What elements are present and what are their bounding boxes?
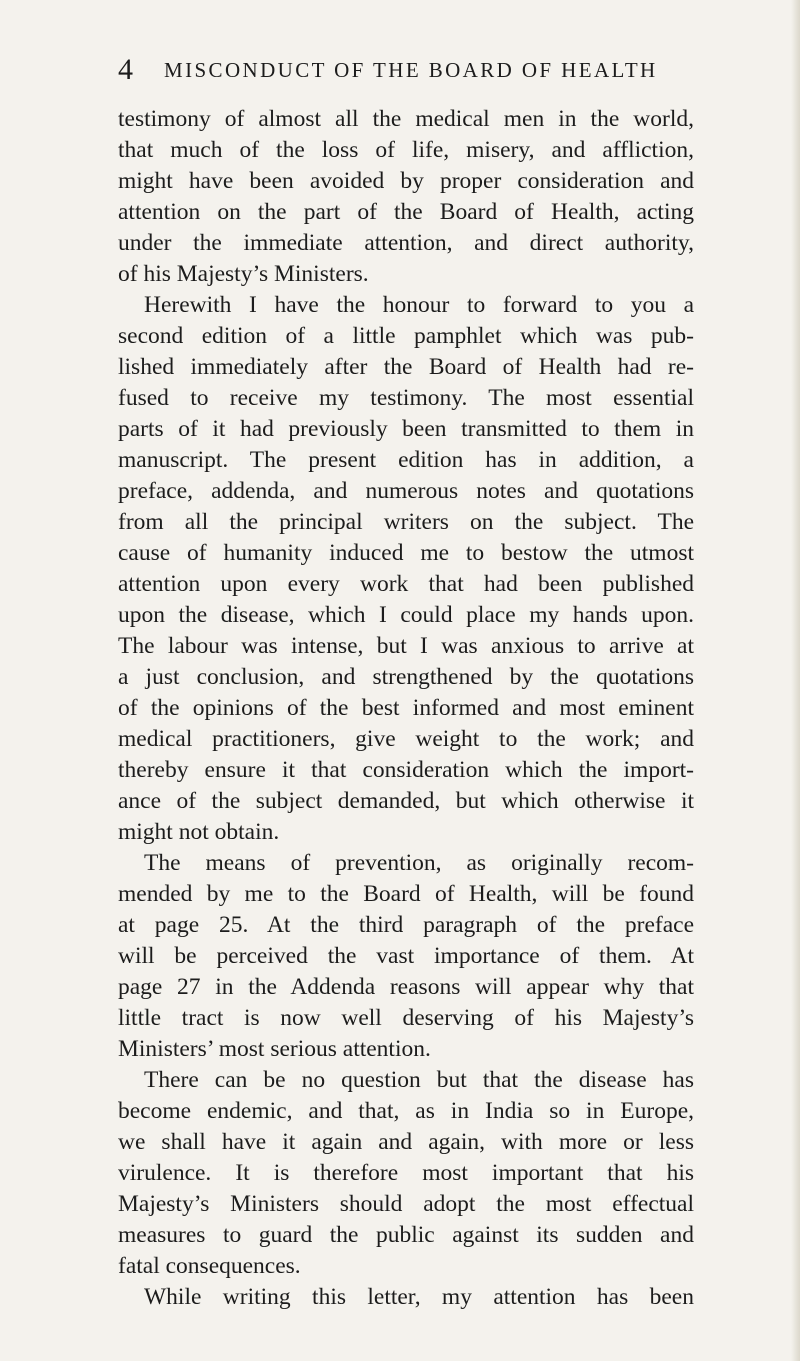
text-line: might have been avoided by proper consideration and [118, 168, 694, 194]
text-line: thereby ensure it that consideration which the import- [118, 757, 694, 783]
text-line: we shall have it again and again, with more or less [118, 1129, 694, 1155]
text-line: parts of it had previously been transmitted to them in [118, 416, 694, 442]
page-edge-shadow [791, 0, 800, 1361]
text-line: cause of humanity induced me to bestow the utmost [118, 540, 694, 566]
text-line: lished immediately after the Board of Health had re- [118, 354, 694, 380]
text-line: upon the disease, which I could place my hands upon. [118, 602, 694, 628]
text-line: under the immediate attention, and direct authority, [118, 230, 694, 256]
text-line: Majesty’s Ministers should adopt the most effectual [118, 1191, 694, 1217]
page-number: 4 [118, 53, 133, 86]
text-line: virulence. It is therefore most important that his [118, 1160, 694, 1186]
text-line: attention upon every work that had been published [118, 571, 694, 597]
text-line: from all the principal writers on the subject. The [118, 509, 694, 535]
text-line: While writing this letter, my attention has been [144, 1284, 694, 1310]
text-line: little tract is now well deserving of his Majesty’s [118, 1005, 694, 1031]
text-line: manuscript. The present edition has in addition, a [118, 447, 694, 473]
text-line: There can be no question but that the disease has [144, 1067, 694, 1093]
text-line: Ministers’ most serious attention. [118, 1036, 431, 1062]
text-line: The means of prevention, as originally recom- [144, 850, 694, 876]
text-line: might not obtain. [118, 819, 280, 845]
page-header [118, 50, 718, 90]
text-line: testimony of almost all the medical men in the world, [118, 106, 694, 132]
body-text [118, 104, 694, 1313]
running-head: MISCONDUCT OF THE BOARD OF HEALTH [164, 58, 658, 82]
text-line: of his Majesty’s Ministers. [118, 261, 369, 287]
text-line: that much of the loss of life, misery, and affliction, [118, 137, 694, 163]
text-line: Herewith I have the honour to forward to you a [144, 292, 694, 318]
text-line: mended by me to the Board of Health, will be found [118, 881, 694, 907]
text-line: of the opinions of the best informed and most eminent [118, 695, 694, 721]
text-line: become endemic, and that, as in India so in Europe, [118, 1098, 694, 1124]
text-line: at page 25. At the third paragraph of the preface [118, 912, 694, 938]
text-line: preface, addenda, and numerous notes and quotations [118, 478, 694, 504]
text-line: a just conclusion, and strengthened by the quotations [118, 664, 694, 690]
text-line: fatal consequences. [118, 1253, 301, 1279]
text-line: medical practitioners, give weight to the work; and [118, 726, 694, 752]
text-line: The labour was intense, but I was anxious to arrive at [118, 633, 694, 659]
text-line: second edition of a little pamphlet which was pub- [118, 323, 694, 349]
text-line: attention on the part of the Board of Health, acting [118, 199, 694, 225]
text-line: ance of the subject demanded, but which otherwise it [118, 788, 694, 814]
text-line: page 27 in the Addenda reasons will appear why that [118, 974, 694, 1000]
text-line: fused to receive my testimony. The most essential [118, 385, 694, 411]
text-line: will be perceived the vast importance of them. At [118, 943, 694, 969]
text-line: measures to guard the public against its sudden and [118, 1222, 694, 1248]
